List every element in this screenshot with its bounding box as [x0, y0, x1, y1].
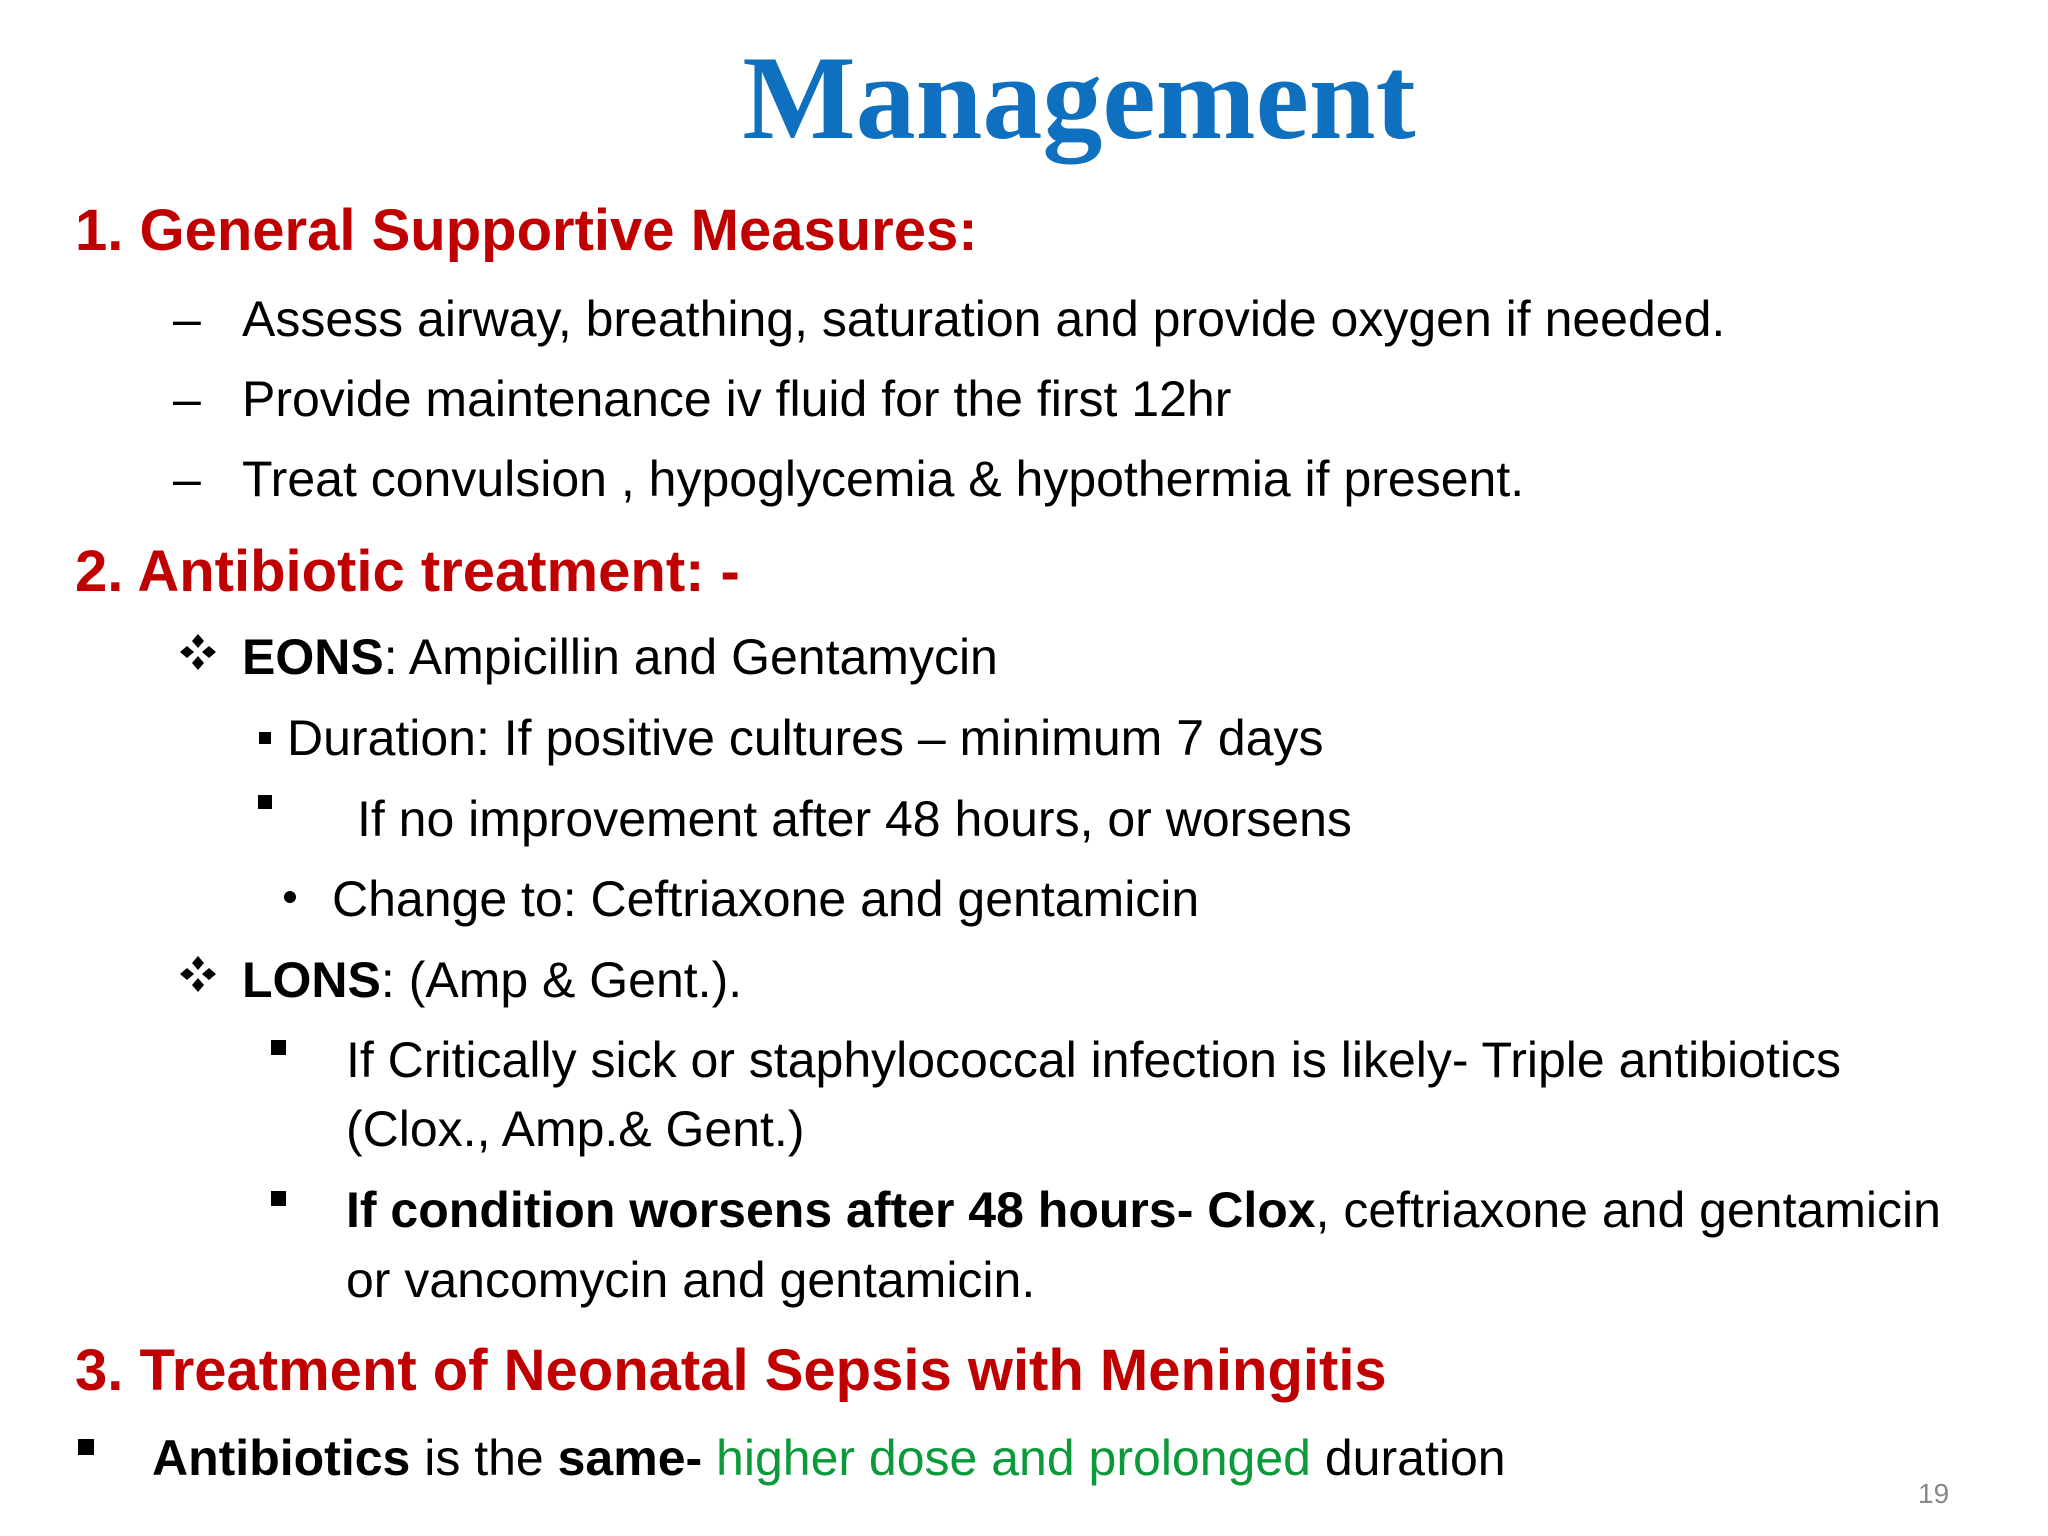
square-bullet-icon [78, 1439, 94, 1460]
is-the-text: is the [410, 1430, 558, 1486]
lons-worsens-line1 [346, 1182, 1941, 1238]
section2-heading: 2. Antibiotic treatment: - [75, 539, 740, 604]
dash-icon: – [173, 451, 201, 507]
eons-text: : Ampicillin and Gentamycin [383, 629, 998, 685]
duration-text: duration [1310, 1430, 1506, 1486]
lons-worsens-rest: , ceftriaxone and gentamicin [1315, 1182, 1941, 1238]
square-bullet-icon [271, 1040, 286, 1060]
section3-heading: 3. Treatment of Neonatal Sepsis with Meningitis [75, 1338, 1387, 1403]
same-bold: same- [557, 1430, 703, 1486]
higher-dose-text: higher dose and prolonged [702, 1430, 1311, 1486]
dash-icon: – [173, 371, 201, 427]
eons-label: EONS [242, 629, 384, 685]
antibiotics-bold: Antibiotics [152, 1430, 411, 1486]
dash-icon: – [173, 291, 201, 347]
lons-worsens-bold: If condition worsens after 48 hours- Clox [346, 1182, 1316, 1238]
square-bullet-icon [259, 731, 271, 749]
eons-no-improvement: If no improvement after 48 hours, or worsens [357, 791, 1352, 847]
dot-bullet-icon [284, 890, 296, 908]
eons-change-to: Change to: Ceftriaxone and gentamicin [332, 871, 1200, 927]
four-diamond-bullet-icon [178, 632, 218, 677]
section1-heading: 1. General Supportive Measures: [75, 198, 978, 263]
section1-item-airway: Assess airway, breathing, saturation and provide oxygen if needed. [242, 291, 1726, 347]
square-bullet-icon [258, 795, 272, 814]
lons-critical-line1: If Critically sick or staphylococcal infection is likely- Triple antibiotics [346, 1032, 1841, 1088]
four-diamond-bullet-icon [178, 954, 218, 999]
lons-label: LONS [242, 952, 381, 1008]
lons-worsens-line2: or vancomycin and gentamicin. [346, 1252, 1036, 1308]
section1-item-convulsion: Treat convulsion , hypoglycemia & hypothermia if present. [242, 451, 1525, 507]
eons-duration: Duration: If positive cultures – minimum 7 days [287, 710, 1324, 766]
slide-title: Management [742, 31, 1416, 164]
lons-text: : (Amp & Gent.). [380, 952, 743, 1008]
lons-critical-line2: (Clox., Amp.& Gent.) [346, 1101, 805, 1157]
section1-item-fluid: Provide maintenance iv fluid for the first 12hr [242, 371, 1232, 427]
eons-line [242, 629, 998, 685]
section3-antibiotics-line [152, 1430, 1506, 1486]
square-bullet-icon [271, 1191, 286, 1211]
lons-line [242, 952, 743, 1008]
page-number: 19 [1918, 1478, 1950, 1509]
